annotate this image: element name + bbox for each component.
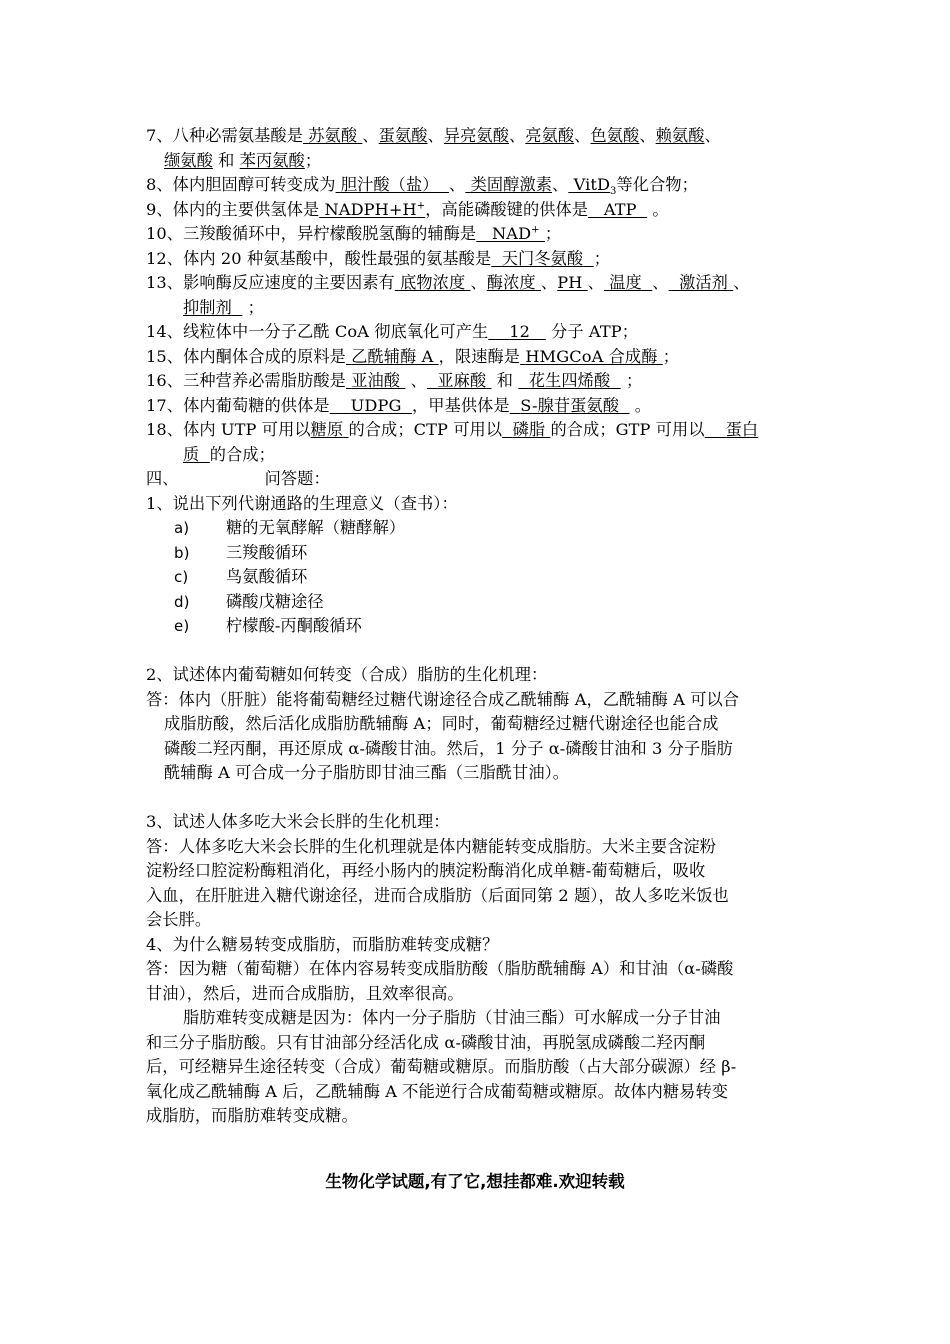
question-10: 10、三羧酸循环中，异柠檬酸脱氢酶的辅酶是 NAD+ ； (146, 224, 562, 243)
answer-blank: ATP (603, 199, 637, 219)
document-body (146, 124, 816, 1129)
answer-blank: UDPG (350, 395, 402, 415)
question-8: 8、体内胆固醇可转变成为 胆汁酸（盐） 、 类固醇激素、 VitD$_3$等化合物； (146, 175, 698, 198)
answer-line: 淀粉经口腔淀粉酶粗消化，再经小肠内的胰淀粉酶消化成单糖-葡萄糖后，吸收 (146, 861, 706, 880)
answer-blank: 缬氨酸 (164, 150, 213, 170)
answer-line: 答：因为糖（葡萄糖）在体内容易转变成脂肪酸（脂肪酰辅酶 A）和甘油（α-磷酸 (146, 959, 734, 978)
answer-line: 和三分子脂肪酸。只有甘油部分经活化成 α-磷酸甘油，再脱氢成磷酸二羟丙酮 (146, 1032, 706, 1052)
answer-blank: 酶浓度 (486, 273, 536, 292)
list-item: b) 三羧酸循环 (174, 542, 308, 562)
answer-blank: 底物浓度 (400, 273, 466, 292)
question-1-title: 1、说出下列代谢通路的生理意义（查书）： (146, 493, 458, 513)
answer-line: 甘油），然后，进而合成脂肪，且效率很高。 (146, 983, 464, 1003)
answer-blank: 胆汁酸（盐） (340, 175, 439, 194)
answer-line: 答：人体多吃大米会长胖的生化机理就是体内糖能转变成脂肪。大米主要含淀粉 (146, 836, 717, 856)
answer-line: 会长胖。 (146, 910, 212, 929)
answer-blank: 亚油酸 (351, 371, 401, 390)
list-item: d) 磷酸戊糖途径 (174, 591, 324, 611)
question-13-cont: 抑制剂 ； (183, 297, 264, 317)
answer-blank: 12 (509, 322, 531, 341)
list-item: a) 糖的无氧酵解（糖酵解） (174, 518, 406, 537)
question-9: 9、体内的主要供氢体是 NADPH+H+，高能磷酸键的供体是 ATP 。 (146, 199, 669, 219)
question-7-cont: 缬氨酸 和 苯丙氨酸； (164, 150, 322, 170)
answer-3 (146, 835, 816, 933)
question-2-title: 2、试述体内葡萄糖如何转变（合成）脂肪的生化机理： (146, 665, 548, 684)
question-18: 18、体内 UTP 可用以糖原 的合成；CTP 可用以 磷脂 的合成；GTP 可用以 蛋白 (146, 420, 759, 439)
answer-blank: 蛋氨酸 (378, 126, 428, 145)
answer-blank: 类固醇激素 (470, 175, 553, 194)
question-7: 7、八种必需氨基酸是 苏氨酸 、蛋氨酸、异亮氨酸、亮氨酸、色氨酸、赖氨酸、 (146, 126, 721, 145)
answer-blank: 激活剂 (679, 273, 728, 292)
list-item: e) 柠檬酸-丙酮酸循环 (174, 616, 362, 635)
answer-line: 氧化成乙酰辅酶 A 后，乙酰辅酶 A 不能逆行合成葡萄糖或糖原。故体内糖易转变 (146, 1081, 729, 1101)
answer-blank: 磷脂 (512, 420, 546, 439)
answer-blank: 苏氨酸 (308, 126, 358, 145)
answer-blank: NADPH+H+ (324, 199, 426, 219)
answer-blank: 花生四烯酸 (528, 371, 611, 390)
answer-blank: 异亮氨酸 (443, 126, 509, 145)
answer-blank: 亚麻酸 (437, 371, 487, 390)
answer-blank: 温度 (609, 273, 642, 292)
answer-line: 脂肪难转变成糖是因为：体内一分子脂肪（甘油三酯）可水解成一分子甘油 (183, 1008, 721, 1027)
answer-line: 入血，在肝脏进入糖代谢途径，进而合成脂肪（后面同第 2 题），故人多吃米饭也 (146, 885, 729, 905)
answer-blank: 蛋白 (725, 420, 759, 439)
answer-blank: 天门冬氨酸 (501, 248, 584, 268)
answer-blank: 抑制剂 (183, 297, 232, 317)
answer-blank: NAD+ (492, 224, 540, 243)
footer-title: 生物化学试题,有了它,想挂都难.欢迎转载 (325, 1172, 625, 1191)
answer-2 (146, 688, 816, 786)
question-3-title: 3、试述人体多吃大米会长胖的生化机理： (146, 812, 450, 831)
answer-blank: 赖氨酸 (655, 126, 705, 145)
answer-blank: PH (557, 273, 583, 292)
answer-4 (146, 957, 816, 1129)
question-4-title: 4、为什么糖易转变成脂肪，而脂肪难转变成糖？ (146, 934, 499, 954)
question-13: 13、影响酶反应速度的主要因素有 底物浓度 、酶浓度 、PH 、 温度 、 激活剂 、 (146, 273, 750, 292)
answer-line: 后，可经糖异生途径转变（合成）葡萄糖或糖原。而脂肪酸（占大部分碳源）经 β- (146, 1057, 737, 1076)
answer-blank: HMGCoA 合成酶 (525, 346, 658, 366)
answer-blank: 亮氨酸 (525, 126, 575, 145)
question-14: 14、线粒体中一分子乙酰 CoA 彻底氧化可产生 12 分子 ATP； (146, 322, 638, 341)
answer-blank: 糖原 (310, 420, 344, 439)
question-16: 16、三种营养必需脂肪酸是 亚油酸 、 亚麻酸 和 花生四烯酸 ； (146, 371, 643, 390)
answer-blank: 苯丙氨酸 (239, 150, 305, 170)
section-heading: 四、 问答题： (146, 469, 330, 488)
spacer (146, 639, 816, 664)
answer-blank: S-腺苷蛋氨酸 (520, 395, 620, 415)
answer-line: 酰辅酶 A 可合成一分子脂肪即甘油三酯（三脂酰甘油）。 (164, 763, 570, 782)
answer-line: 答：体内（肝脏）能将葡萄糖经过糖代谢途径合成乙酰辅酶 A，乙酰辅酶 A 可以合 (146, 689, 740, 709)
question-17: 17、体内葡萄糖的供体是 UDPG ，甲基供体是 S-腺苷蛋氨酸 。 (146, 395, 652, 415)
answer-blank: VitD$_3$ (573, 175, 617, 198)
answer-blank: 质 (183, 444, 200, 464)
answer-line: 成脂肪，而脂肪难转变成糖。 (146, 1106, 358, 1125)
list-item: c) 鸟氨酸循环 (174, 567, 308, 586)
answer-line: 磷酸二羟丙酮，再还原成 α-磷酸甘油。然后，1 分子 α-磷酸甘油和 3 分子脂肪 (164, 738, 733, 758)
question-15: 15、体内酮体合成的原料是 乙酰辅酶 A ，限速酶是 HMGCoA 合成酶 ； (146, 346, 680, 366)
question-18-cont: 质 的合成； (183, 444, 275, 464)
answer-blank: 色氨酸 (590, 126, 640, 145)
answer-blank: 乙酰辅酶 A (351, 346, 434, 366)
question-12: 12、体内 20 种氨基酸中，酸性最强的氨基酸是 天门冬氨酸 ； (146, 248, 610, 268)
answer-line: 成脂肪酸，然后活化成脂肪酰辅酶 A；同时，葡萄糖经过糖代谢途径也能合成 (164, 714, 719, 733)
spacer (146, 786, 816, 811)
